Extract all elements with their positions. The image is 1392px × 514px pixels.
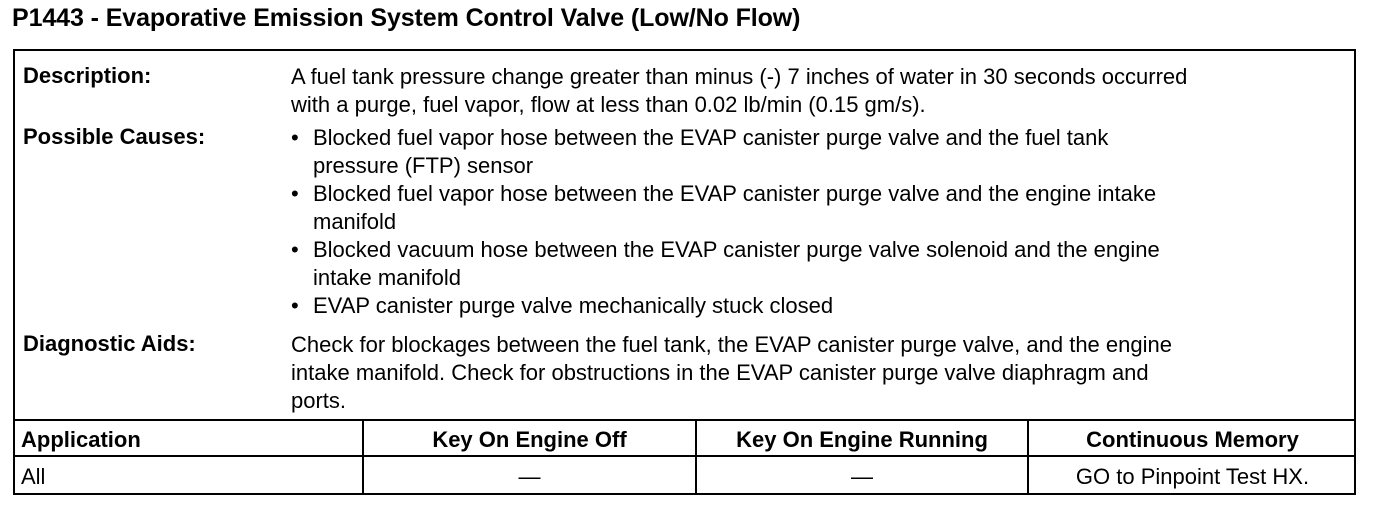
cause-line: intake manifold (313, 265, 461, 290)
cause-line: Blocked fuel vapor hose between the EVAP canister purge valve and the engine intake (313, 181, 1157, 206)
cause-item (291, 180, 1346, 236)
bullet-icon: • (291, 293, 299, 318)
diagnostic-aids-label: Diagnostic Aids: (23, 331, 196, 356)
description-text (291, 63, 1346, 119)
cause-item (291, 124, 1346, 180)
cell-continuous-memory: GO to Pinpoint Test HX. (1075, 464, 1310, 489)
column-header-key-on-engine-running: Key On Engine Running (736, 427, 988, 452)
cause-line: EVAP canister purge valve mechanically stuck closed (313, 293, 834, 318)
cause-line: Blocked vacuum hose between the EVAP canister purge valve solenoid and the engine (313, 237, 1160, 262)
diagnostic-aids-line-1: Check for blockages between the fuel tank, the EVAP canister purge valve, and the engine (291, 332, 1172, 357)
cell-application: All (21, 464, 46, 489)
possible-causes-list (291, 124, 1346, 320)
column-header-continuous-memory: Continuous Memory (1086, 427, 1299, 452)
description-line-2: with a purge, fuel vapor, flow at less than 0.02 lb/min (0.15 gm/s). (291, 92, 926, 117)
cell-key-on-engine-off: — (518, 464, 541, 489)
cause-item (291, 236, 1346, 292)
dtc-info-table (13, 49, 1356, 495)
cause-item (291, 292, 1346, 320)
description-line-1: A fuel tank pressure change greater than minus (-) 7 inches of water in 30 seconds occurred (291, 64, 1188, 89)
cause-line: manifold (313, 209, 397, 234)
page-title: P1443 - Evaporative Emission System Control Valve (Low/No Flow) (12, 4, 801, 32)
possible-causes-label: Possible Causes: (23, 124, 206, 149)
diagnostic-aids-line-3: ports. (291, 388, 347, 413)
bullet-icon: • (291, 237, 299, 262)
column-header-key-on-engine-off: Key On Engine Off (432, 427, 627, 452)
cause-line: Blocked fuel vapor hose between the EVAP canister purge valve and the fuel tank (313, 125, 1109, 150)
cause-line: pressure (FTP) sensor (313, 153, 534, 178)
bullet-icon: • (291, 181, 299, 206)
diagnostic-aids-text (291, 331, 1346, 415)
cell-key-on-engine-running: — (851, 464, 873, 489)
diagnostic-aids-line-2: intake manifold. Check for obstructions in the EVAP canister purge valve diaphragm and (291, 360, 1149, 385)
column-header-application: Application (21, 427, 141, 452)
bullet-icon: • (291, 125, 299, 150)
table-divider (15, 419, 1354, 421)
description-label: Description: (23, 63, 152, 88)
